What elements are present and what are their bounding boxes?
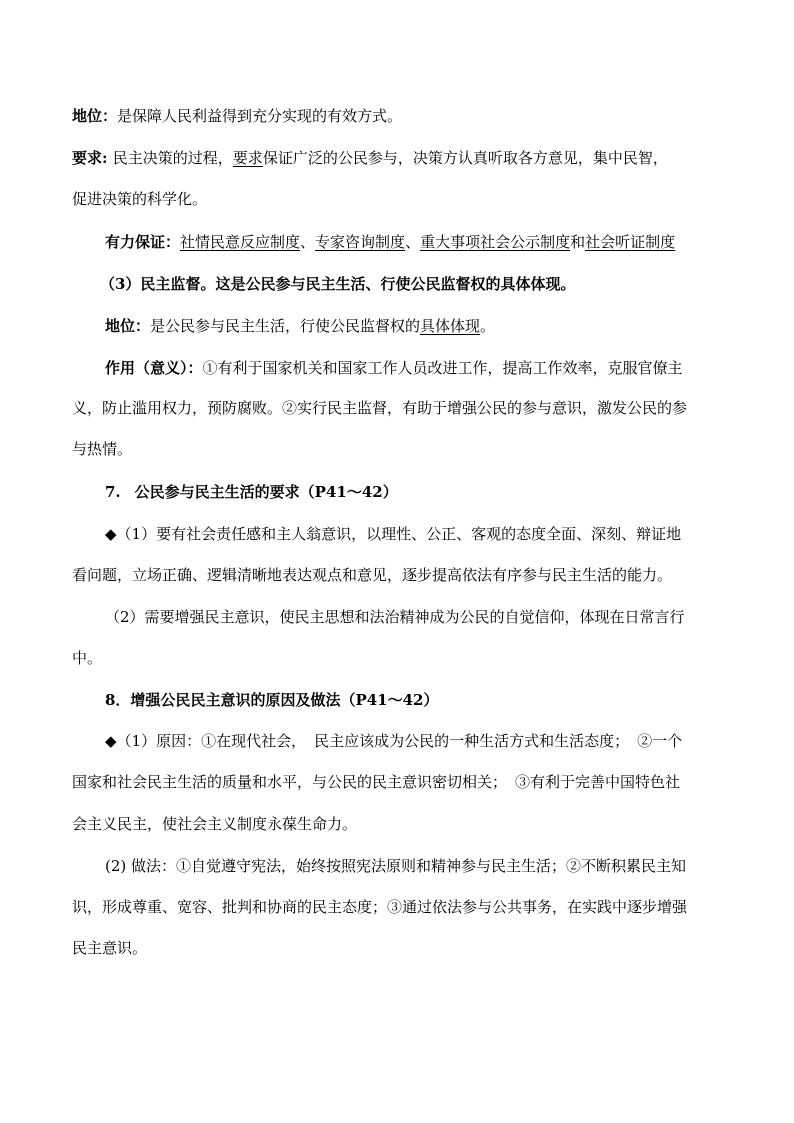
supervision-status-text: 是公民参与民主生活，行使公民监督权的 [150,317,421,335]
section-7-title: 公民参与民主生活的要求（P41～42） [134,483,398,501]
guarantee-item-3: 重大事项社会公示制度 [420,233,571,251]
reason-part-3: ②一个 [637,732,683,750]
requirement-line-1 [72,148,668,168]
effect-label: 作用（意义）： [105,359,203,377]
supervision-status-end: 。 [480,317,496,335]
effect-text-2: 义，防止滥用权力，预防腐败。②实行民主监督，有助于增强公民的参与意识，激发公民的参 [72,399,688,417]
guarantee-item-4: 社会听证制度 [585,233,676,251]
section-8-heading: 8．增强公民民主意识的原因及做法（P41～42） [105,691,439,709]
guarantee-line [105,232,675,252]
supervision-status-line [105,316,495,336]
requirement-underlined: 要求 [232,149,263,167]
guarantee-sep-2: 、 [405,233,421,251]
requirement-line-2 [72,189,207,209]
section-7-heading [105,482,398,502]
section-8-reason-line-3: 会主义民主，使社会主义制度永葆生命力。 [72,815,358,833]
requirement-text-2: 保证广泛的公民参与，决策方认真听取各方意见，集中民智， [262,149,668,167]
requirement-text-3: 促进决策的科学化。 [72,190,208,208]
status-text: 是保障人民利益得到充分实现的有效方式。 [117,107,403,125]
section-3-heading: （3）民主监督。这是公民参与民主生活、行使公民监督权的具体体现。 [100,275,576,293]
effect-text-3: 与热情。 [72,440,133,458]
section-8-method-line-1: (2) 做法：①自觉遵守宪法，始终按照宪法原则和精神参与民主生活；②不断积累民主知 [105,857,687,875]
section-8-method-line-2: 识，形成尊重、宽容、批判和协商的民主态度；③通过依法参与公共事务，在实践中逐步增强 [72,898,688,916]
section-8-reason-line-2 [72,772,680,792]
section-7-p1-line-2: 看问题，立场正确、逻辑清晰地表达观点和意见，逐步提高依法有序参与民主生活的能力。 [72,566,673,584]
reason-part-1: ◆（1）原因：①在现代社会， [105,732,307,750]
section-7-p2-line-1: （2）需要增强民主意识，使民主思想和法治精神成为公民的自觉信仰，体现在日常言行 [105,608,685,626]
requirement-text-1: 民主决策的过程， [112,149,233,167]
section-7-number: 7. [105,483,121,501]
supervision-status-label: 地位： [105,317,151,335]
guarantee-item-1: 社情民意反应制度 [180,233,301,251]
reason-part-2: 民主应该成为公民的一种生活方式和生活态度； [314,732,630,750]
section-8-reason-line-1 [105,731,682,751]
effect-line-3 [72,439,132,459]
effect-line-1 [105,358,683,378]
reason-line-2b: ③有利于完善中国特色社 [515,773,681,791]
section-7-p1-line-1: ◆（1）要有社会责任感和主人翁意识，以理性、公正、客观的态度全面、深刻、辩证地 [105,525,682,543]
section-8-method-line-3: 民主意识。 [72,939,148,957]
status-label: 地位： [72,107,118,125]
effect-line-2 [72,398,687,418]
guarantee-item-2: 专家咨询制度 [315,233,406,251]
requirement-label: 要求 [72,149,103,167]
requirement-colon: : [102,149,113,167]
reason-line-2a: 国家和社会民主生活的质量和水平，与公民的民主意识密切相关； [72,773,508,791]
guarantee-sep-1: 、 [300,233,316,251]
supervision-status-underlined: 具体体现 [420,317,481,335]
status-line [72,106,402,126]
guarantee-and: 和 [570,233,586,251]
guarantee-label: 有力保证： [105,233,181,251]
effect-text-1: ①有利于国家机关和国家工作人员改进工作，提高工作效率，克服官僚主 [202,359,683,377]
section-7-p2-line-2: 中。 [72,649,103,667]
